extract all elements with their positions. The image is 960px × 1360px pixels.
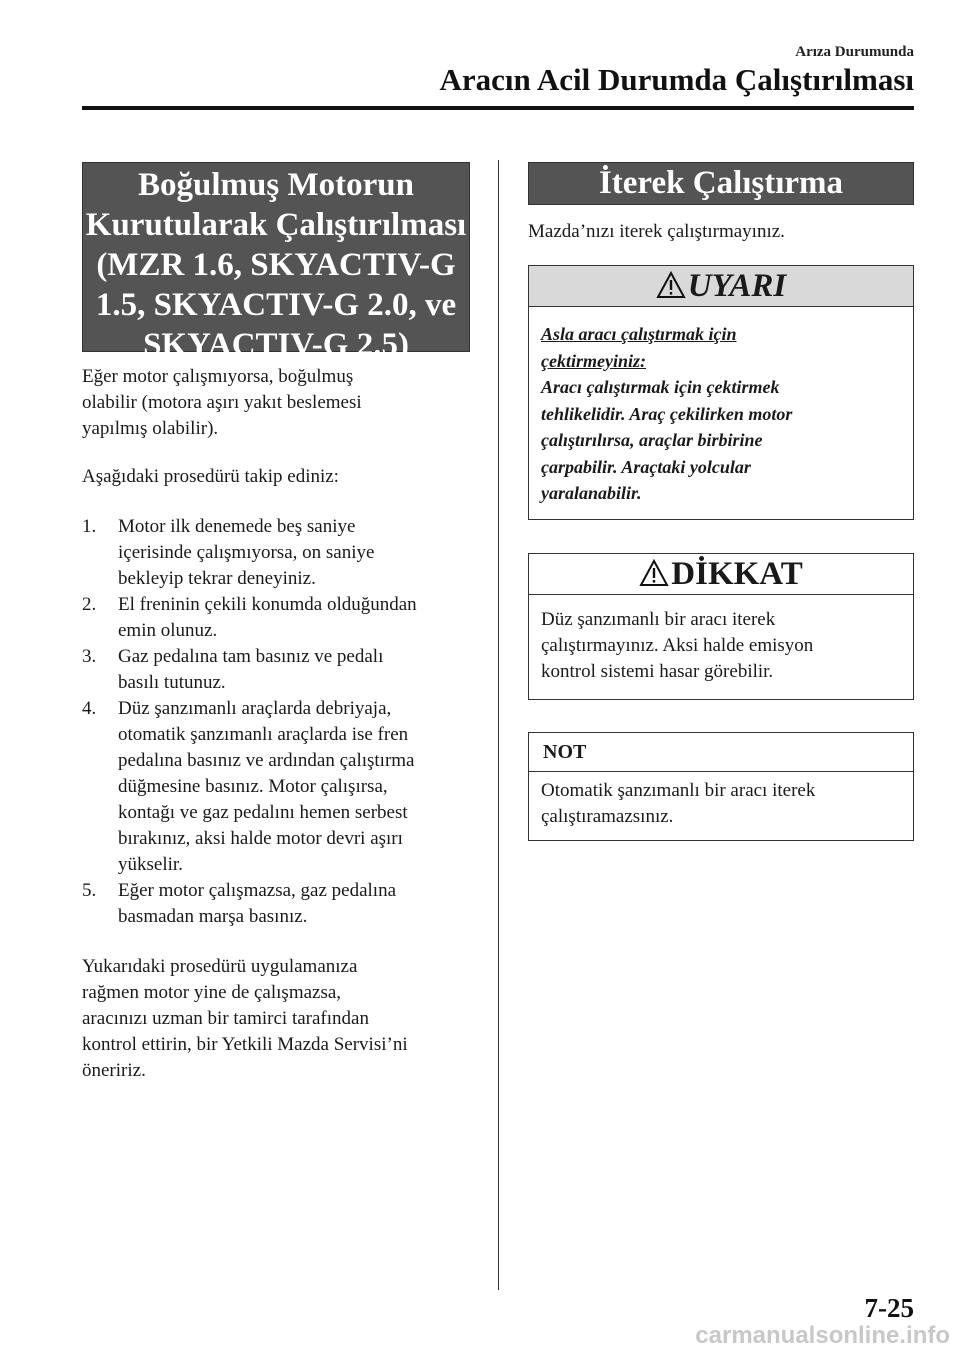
warning-body: Asla aracı çalıştırmak için çektirmeyiniz: Aracı çalıştırmak için çektirmek tehlikelidir. Araç çekilirken motor çalıştırılırsa, araçlar birbirine çarpabilir. Araçtaki yolcular yaralanabilir. [541,324,793,503]
step-item: 5. Eğer motor çalışmazsa, gaz pedalına basmadan marşa basınız. [82,880,397,927]
warning-box [528,265,914,520]
caution-triangle-icon [639,559,669,587]
step-item: 3. Gaz pedalına tam basınız ve pedalı basılı tutunuz. [82,646,384,693]
heading-line: (MZR 1.6, SKYACTIV-G [96,247,456,283]
warning-title: UYARI [687,268,787,304]
caution-body: Düz şanzımanlı bir aracı iterek çalıştırmayınız. Aksi halde emisyon kontrol sistemi hasar görebilir. [541,608,814,682]
right-column [528,162,914,841]
heading-line: SKYACTIV-G 2.5) [143,327,409,363]
step-item: 4. Düz şanzımanlı araçlarda debriyaja, otomatik şanzımanlı araçlarda ise fren pedalına basınız ve ardından çalıştırma düğmesine basınız. Motor çalışırsa, kontağı ve gaz pedalını hemen serbest bırakınız, aksi halde motor devri aşırı yükselir. [82,698,415,875]
heading-line: Kurutularak Çalıştırılması [85,207,467,243]
section-label: Arıza Durumunda [795,44,914,60]
page-number: 7-25 [864,1293,914,1323]
procedure-intro: Aşağıdaki prosedürü takip ediniz: [82,466,339,487]
section-heading-push-start: İterek Çalıştırma [528,162,914,205]
header-divider [82,106,914,110]
heading-line: Boğulmuş Motorun [138,167,414,203]
step-item: 1. Motor ilk denemede beş saniye içerisinde çalışmıyorsa, on saniye bekleyip tekrar deneyiniz. [82,516,375,589]
step-item: 2. El freninin çekili konumda olduğundan emin olunuz. [82,594,417,641]
left-column [82,162,470,1084]
push-start-intro: Mazda’nızı iterek çalıştırmayınız. [528,221,785,242]
note-title: NOT [529,733,913,772]
intro-paragraph: Eğer motor çalışmıyorsa, boğulmuş olabilir (motora aşırı yakıt beslemesi yapılmış olabilir). [82,366,362,439]
warning-subtitle: Asla aracı çalıştırmak için [541,324,737,344]
caution-title: DİKKAT [671,555,803,592]
caution-box [528,553,914,700]
watermark: carmanualsonline.info [695,1322,950,1349]
procedure-steps [82,514,470,930]
caution-header [529,554,913,595]
warning-subtitle: çektirmeyiniz: [541,350,646,371]
note-body: Otomatik şanzımanlı bir aracı iterek çalıştıramazsınız. [541,779,816,827]
warning-header [529,266,913,307]
warning-triangle-icon [656,271,686,299]
note-box [528,732,914,841]
closing-paragraph: Yukarıdaki prosedürü uygulamanıza rağmen motor yine de çalışmazsa, aracınızı uzman bir tamirci tarafından kontrol ettirin, bir Yetkili Mazda Servisi’ni öneririz. [82,956,408,1081]
heading-line: 1.5, SKYACTIV-G 2.0, ve [95,287,457,323]
section-heading-flooded-engine [82,162,470,363]
page-title: Aracın Acil Durumda Çalıştırılması [439,62,914,97]
column-divider [498,160,499,1290]
